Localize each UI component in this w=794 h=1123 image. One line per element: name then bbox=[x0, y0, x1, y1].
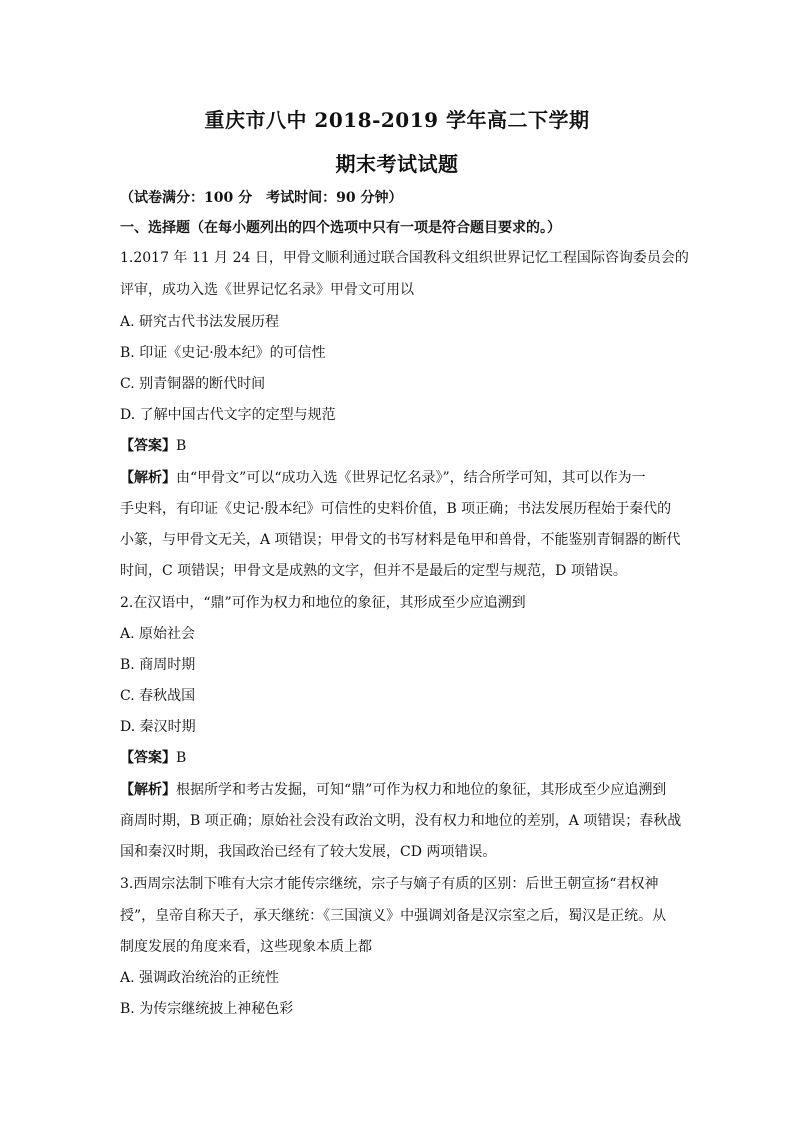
q1-option-a: A. 研究古代书法发展历程 bbox=[120, 314, 280, 330]
q3-stem-line-2: 授”，皇帝自称天子，承天继统：《三国演义》中强调刘备是汉宗室之后，蜀汉是正统。从 bbox=[120, 908, 667, 924]
q1-analysis-line-4: 时间，C 项错误；甲骨文是成熟的文字，但并不是最后的定型与规范，D 项错误。 bbox=[120, 563, 627, 579]
q1-analysis-line-3: 小篆，与甲骨文无关，A 项错误；甲骨文的书写材料是龟甲和兽骨，不能鉴别青铜器的断代 bbox=[120, 532, 681, 548]
q3-stem-line-3: 制度发展的角度来看，这些现象本质上都 bbox=[120, 939, 372, 955]
q1-answer-value: B bbox=[176, 438, 187, 454]
q3-option-b: B. 为传宗继统披上神秘色彩 bbox=[120, 1001, 294, 1017]
q1-analysis-label: 【解析】 bbox=[120, 470, 176, 486]
q1-option-b: B. 印证《史记·殷本纪》的可信性 bbox=[120, 345, 326, 361]
exam-info: （试卷满分：100 分 考试时间：90 分钟） bbox=[120, 190, 403, 206]
q2-option-d: D. 秦汉时期 bbox=[120, 719, 196, 735]
q1-stem-line-1: 1.2017 年 11 月 24 日，甲骨文顺利通过联合国教科文组织世界记忆工程国际咨询委员会的 bbox=[120, 250, 689, 266]
q2-answer-value: B bbox=[176, 750, 187, 766]
q1-option-c: C. 别青铜器的断代时间 bbox=[120, 376, 266, 392]
section-heading: 一、选择题（在每小题列出的四个选项中只有一项是符合题目要求的。） bbox=[120, 220, 561, 236]
q2-analysis-line-2: 商周时期，B 项正确；原始社会没有政治文明，没有权力和地位的差别，A 项错误；春秋战 bbox=[120, 813, 682, 829]
q3-option-a: A. 强调政治统治的正统性 bbox=[120, 970, 280, 986]
q2-option-c: C. 春秋战国 bbox=[120, 688, 196, 704]
q2-analysis-line-1 bbox=[120, 780, 680, 800]
q2-answer bbox=[120, 748, 680, 768]
q1-answer bbox=[120, 436, 680, 456]
q2-analysis-line-3: 国和秦汉时期，我国政治已经有了较大发展，CD 两项错误。 bbox=[120, 844, 497, 860]
q1-analysis-line-1 bbox=[120, 468, 680, 488]
q1-option-d: D. 了解中国古代文字的定型与规范 bbox=[120, 407, 336, 423]
q2-analysis-label: 【解析】 bbox=[120, 782, 176, 798]
q2-option-a: A. 原始社会 bbox=[120, 626, 196, 642]
title-line-1: 重庆市八中 2018-2019 学年高二下学期 bbox=[204, 108, 590, 132]
title-line-2: 期末考试试题 bbox=[335, 152, 459, 176]
q1-analysis-line-2: 手史料，有印证《史记·殷本纪》可信性的史料价值，B 项正确；书法发展历程始于秦代的 bbox=[120, 501, 672, 517]
q2-stem-line-1: 2.在汉语中，“鼎”可作为权力和地位的象征，其形成至少应追溯到 bbox=[120, 595, 526, 611]
q1-answer-label: 【答案】 bbox=[120, 438, 176, 454]
q1-analysis-text-1: 由“甲骨文”可以“成功入选《世界记忆名录》”，结合所学可知，其可以作为一 bbox=[176, 470, 646, 486]
q2-analysis-text-1: 根据所学和考古发掘，可知“鼎”可作为权力和地位的象征，其形成至少应追溯到 bbox=[176, 782, 667, 798]
q2-answer-label: 【答案】 bbox=[120, 750, 176, 766]
q2-option-b: B. 商周时期 bbox=[120, 657, 196, 673]
q3-stem-line-1: 3.西周宗法制下唯有大宗才能传宗继统，宗子与嫡子有质的区别：后世王朝宣扬“君权神 bbox=[120, 876, 659, 892]
q1-stem-line-2: 评审，成功入选《世界记忆名录》甲骨文可用以 bbox=[120, 282, 414, 298]
